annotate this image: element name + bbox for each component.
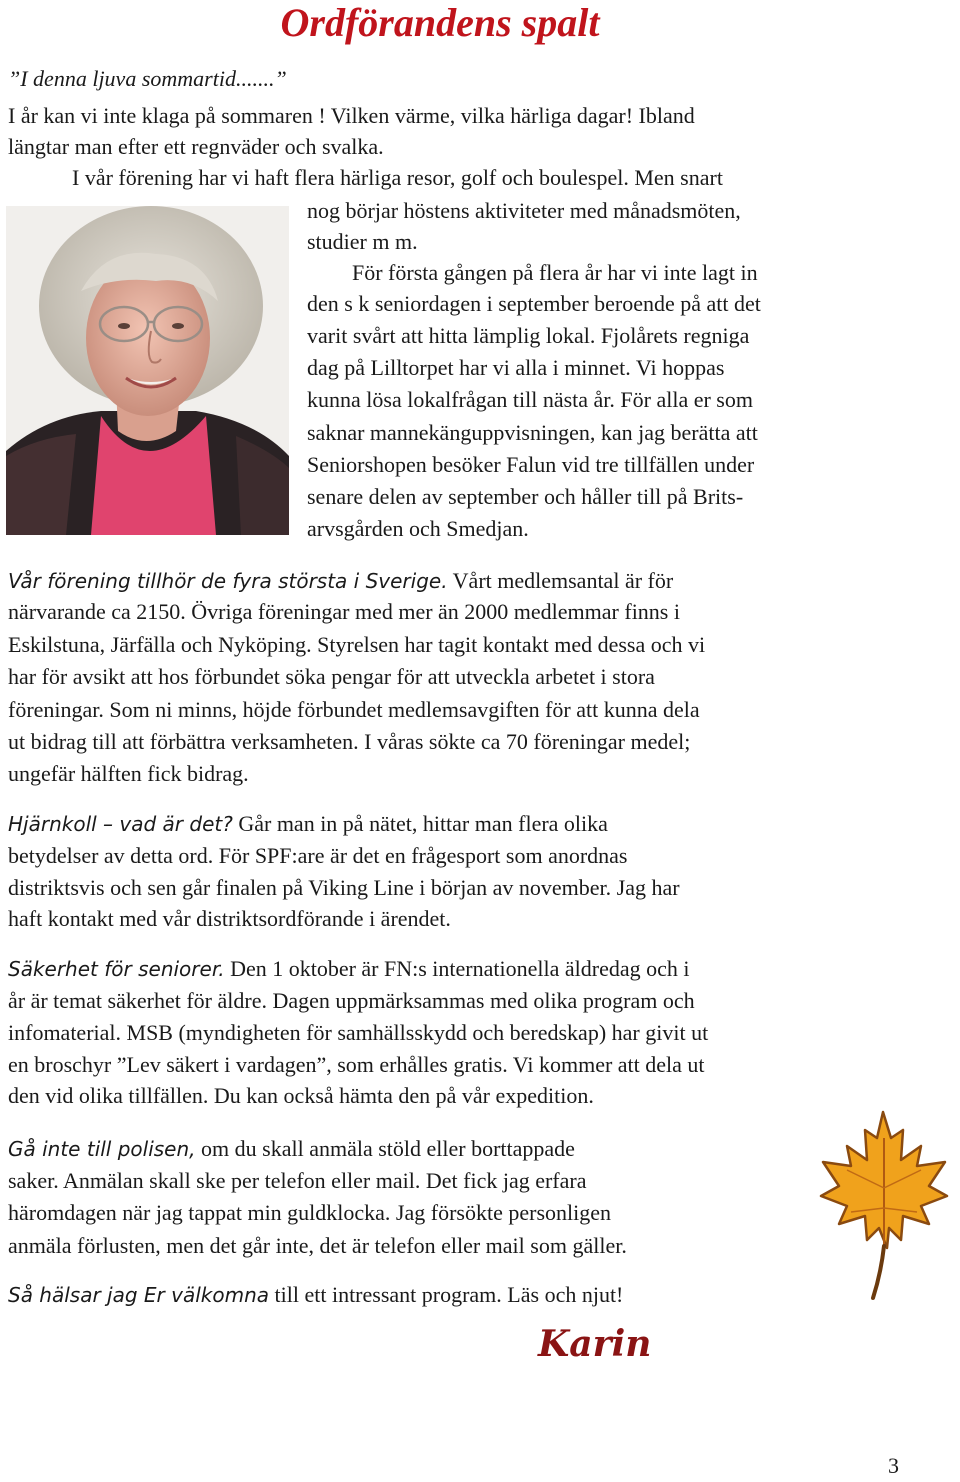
section-first-line [8, 565, 673, 597]
section-line: Eskilstuna, Järfälla och Nyköping. Styrelsen har tagit kontakt med dessa och vi [8, 632, 706, 657]
section-heading: Hjärnkoll – vad är det? [8, 812, 233, 836]
section-line: den vid olika tillfällen. Du kan också hämta den på vår expedition. [8, 1083, 594, 1108]
section-text: Vårt medlemsantal är för [447, 568, 674, 593]
author-portrait-photo [6, 206, 289, 535]
section-text: om du skall anmäla stöld eller borttappade [195, 1136, 575, 1161]
intro-line: nog börjar höstens aktiviteter med månadsmöten, [307, 198, 741, 223]
intro-quote: ”I denna ljuva sommartid.......” [8, 66, 287, 91]
signature: Karin [538, 1323, 652, 1365]
section-first-line [8, 1279, 623, 1311]
section-line: en broschyr ”Lev säkert i vardagen”, som erhålles gratis. Vi kommer att dela ut [8, 1052, 705, 1077]
section-first-line [8, 953, 689, 985]
intro-line: kunna lösa lokalfrågan till nästa år. För alla er som [307, 387, 753, 412]
intro-line: varit svårt att hitta lämplig lokal. Fjolårets regniga [307, 323, 750, 348]
section-line: betydelser av detta ord. För SPF:are är det en frågesport som anordnas [8, 843, 628, 868]
section-first-line [8, 808, 608, 840]
intro-line: arvsgården och Smedjan. [307, 516, 529, 541]
intro-line: den s k seniordagen i september beroende på att det [307, 291, 761, 316]
section-line: år är temat säkerhet för äldre. Dagen uppmärksammas med olika program och [8, 988, 695, 1013]
section-first-line [8, 1133, 575, 1165]
section-line: infomaterial. MSB (myndigheten för samhällsskydd och beredskap) har givit ut [8, 1020, 709, 1045]
section-heading: Säkerhet för seniorer. [8, 957, 225, 981]
section-text: Går man in på nätet, hittar man flera olika [232, 811, 608, 836]
intro-line: senare delen av september och håller till på Brits- [307, 484, 744, 509]
section-text: till ett intressant program. Läs och njut! [269, 1282, 624, 1307]
intro-line: I år kan vi inte klaga på sommaren ! Vilken värme, vilka härliga dagar! Ibland [8, 103, 695, 128]
intro-line: För första gången på flera år har vi inte lagt in [352, 260, 758, 285]
page-title: Ordförandens spalt [280, 0, 600, 45]
intro-line: studier m m. [307, 229, 418, 254]
section-line: anmäla förlusten, men det går inte, det är telefon eller mail som gäller. [8, 1233, 627, 1258]
section-heading: Så hälsar jag Er välkomna [8, 1283, 270, 1307]
section-text: Den 1 oktober är FN:s internationella äldredag och i [224, 956, 690, 981]
intro-line: dag på Lilltorpet har vi alla i minnet. Vi hoppas [307, 355, 725, 380]
page-number: 3 [888, 1453, 899, 1478]
section-line: föreningar. Som ni minns, höjde förbundet medlemsavgiften för att kunna dela [8, 697, 700, 722]
section-heading: Vår förening tillhör de fyra största i Sverige. [8, 569, 448, 593]
section-line: häromdagen när jag tappat min guldklocka. Jag försökte personligen [8, 1200, 611, 1225]
section-line: ungefär hälften fick bidrag. [8, 761, 249, 786]
intro-line: I vår förening har vi haft flera härliga resor, golf och boulespel. Men snart [72, 165, 723, 190]
section-line: distriktsvis och sen går finalen på Viking Line i början av november. Jag har [8, 875, 680, 900]
section-line: saker. Anmälan skall ske per telefon eller mail. Det fick jag erfara [8, 1168, 587, 1193]
section-line: närvarande ca 2150. Övriga föreningar med mer än 2000 medlemmar finns i [8, 599, 680, 624]
intro-line: längtar man efter ett regnväder och svalka. [8, 134, 384, 159]
section-line: har för avsikt att hos förbundet söka pengar för att utveckla arbetet i stora [8, 664, 655, 689]
section-line: haft kontakt med vår distriktsordförande i ärendet. [8, 906, 451, 931]
section-line: ut bidrag till att förbättra verksamheten. I våras sökte ca 70 föreningar medel; [8, 729, 691, 754]
intro-line: saknar mannekänguppvisningen, kan jag berätta att [307, 420, 758, 445]
intro-line: Seniorshopen besöker Falun vid tre tillfällen under [307, 452, 755, 477]
maple-leaf-icon [817, 1108, 952, 1302]
section-heading: Gå inte till polisen, [8, 1137, 196, 1161]
